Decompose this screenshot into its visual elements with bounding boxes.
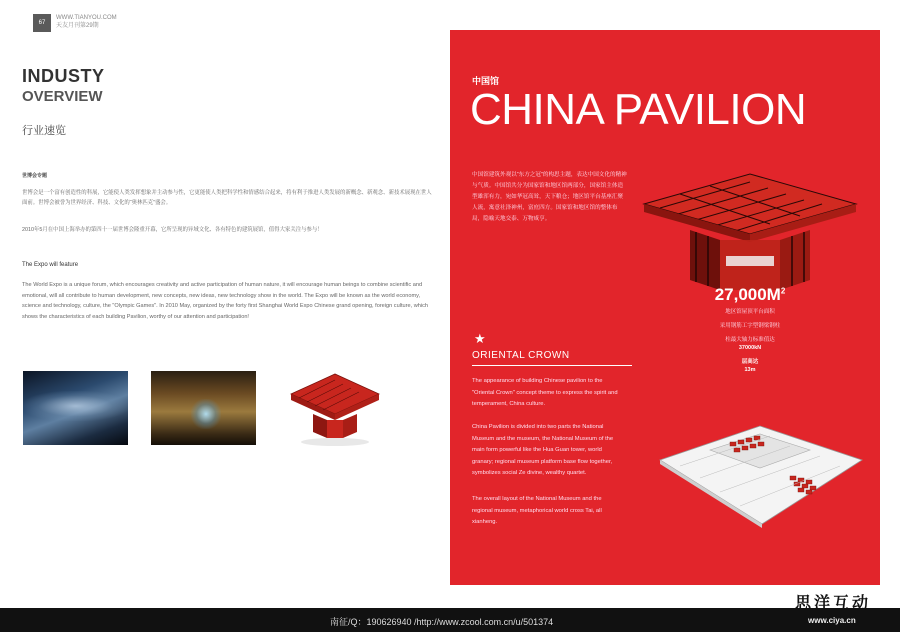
site-url: WWW.TIANYOU.COM — [56, 15, 117, 21]
area-figure — [690, 285, 810, 305]
pavilion-stats — [690, 308, 810, 374]
right-page-red-panel — [450, 30, 880, 585]
expo-cn-paragraph-1: 世博会是一个富有创造性的科展，它能使人类发挥想象并主动参与性，它更能使人类把科学性和情感结合起来，将有利于推进人类发展的新概念、新观念、新技术展现在世人面前。世博会被誉为世界经济、科技、文化的“奥林匹克”盛会。 — [22, 190, 432, 206]
expo-photo-panorama — [23, 371, 128, 445]
issue-label: 天友月刊第29期 — [56, 23, 99, 29]
footer-bar — [0, 608, 900, 632]
load-label: 柱最大轴力标准值达 — [725, 337, 775, 343]
star-icon: ★ — [474, 331, 486, 346]
expo-photo-interior — [151, 371, 256, 445]
footer-credit: 南征/Q：190626940 /http://www.zcool.com.cn/u/501374 — [330, 617, 554, 627]
pavilion-cn-title: 中国馆 — [472, 76, 500, 86]
pavilion-title: CHINA PAVILION — [470, 85, 807, 134]
oriental-crown-paragraph-3: The overall layout of the National Museum and the regional museum, metaphorical world cross Tai, all xianheng. — [472, 496, 602, 525]
oriental-crown-paragraph-2: China Pavilion is divided into two parts the National Museum and the museum, the National Museum of the main form powerful like the Hua Guan tower, world granary; regional museum platform base flow together, symbolizes social Ze divine, wealthy quartet. — [472, 424, 614, 476]
height-value: 13m — [744, 367, 756, 373]
section-title-line2: OVERVIEW — [22, 88, 103, 105]
expo-en-heading: The Expo will feature — [22, 262, 79, 268]
area-label: 地区馆屋顶平台面积 — [725, 309, 775, 315]
area-value: 27,000M — [714, 285, 781, 304]
oriental-crown-paragraph-1: The appearance of building Chinese pavilion to the "Oriental Crown" concept theme to express the spirit and temperament, China culture. — [472, 378, 618, 407]
watermark-logo-text: 思洋互动 — [795, 593, 872, 612]
steel-label: 采用钢筋工字型钢梁钢柱 — [719, 323, 781, 329]
expo-topic-heading: 世博会专题 — [22, 173, 48, 179]
china-pavilion-illustration — [640, 170, 860, 300]
left-page — [0, 0, 450, 608]
area-unit-sup: 2 — [780, 286, 786, 296]
height-label: 层高达 — [741, 359, 759, 365]
section-title-line1: INDUSTY — [22, 66, 105, 86]
heading-divider — [472, 365, 632, 366]
watermark-url: www.ciya.cn — [808, 616, 856, 625]
pavilion-cn-paragraph: 中国馆建筑外观以“东方之冠”的构思主题，表达中国文化的精神与气质。中国馆共分为国家馆和地区馆两部分，国家馆主体造型雄浑有力，宛如华冠高耸，天下粮仓；地区馆平台基座汇聚人流，寓意社泽神州，富庶四方。国家馆和地区馆的整体布局，隐喻天地交泰、万物咸亨。 — [472, 172, 627, 222]
oriental-crown-heading: ORIENTAL CROWN — [472, 350, 570, 361]
china-pavilion-small-illustration — [285, 372, 385, 447]
expo-cn-paragraph-2: 2010年5月在中国上海举办的第四十一届世博会隆重开幕，它所呈现的异域文化、各有特色的建筑展馆，值得大家关注与参与！ — [22, 227, 323, 233]
expo-en-paragraph: The World Expo is a unique forum, which encourages creativity and active participation of human nature, it will encourage human beings to combine scientific and emotional, will all contribute to human development, new concepts, new ideas, new technology show in the world. The Expo will be known as the world economy, science and technology, culture, the "Olympic Games". In 2010 May, organized by the forty first Shanghai World Expo Chinese grand opening, foreign culture, which shows the characteristics of each building Pavilion, worthy of our attention and participation! — [22, 282, 429, 320]
site-plan-illustration — [650, 420, 870, 530]
load-value: 37000kN — [738, 345, 762, 351]
header-site-info — [56, 14, 117, 30]
section-title-cn: 行业速览 — [22, 125, 66, 137]
page-number: 67 — [33, 14, 51, 32]
